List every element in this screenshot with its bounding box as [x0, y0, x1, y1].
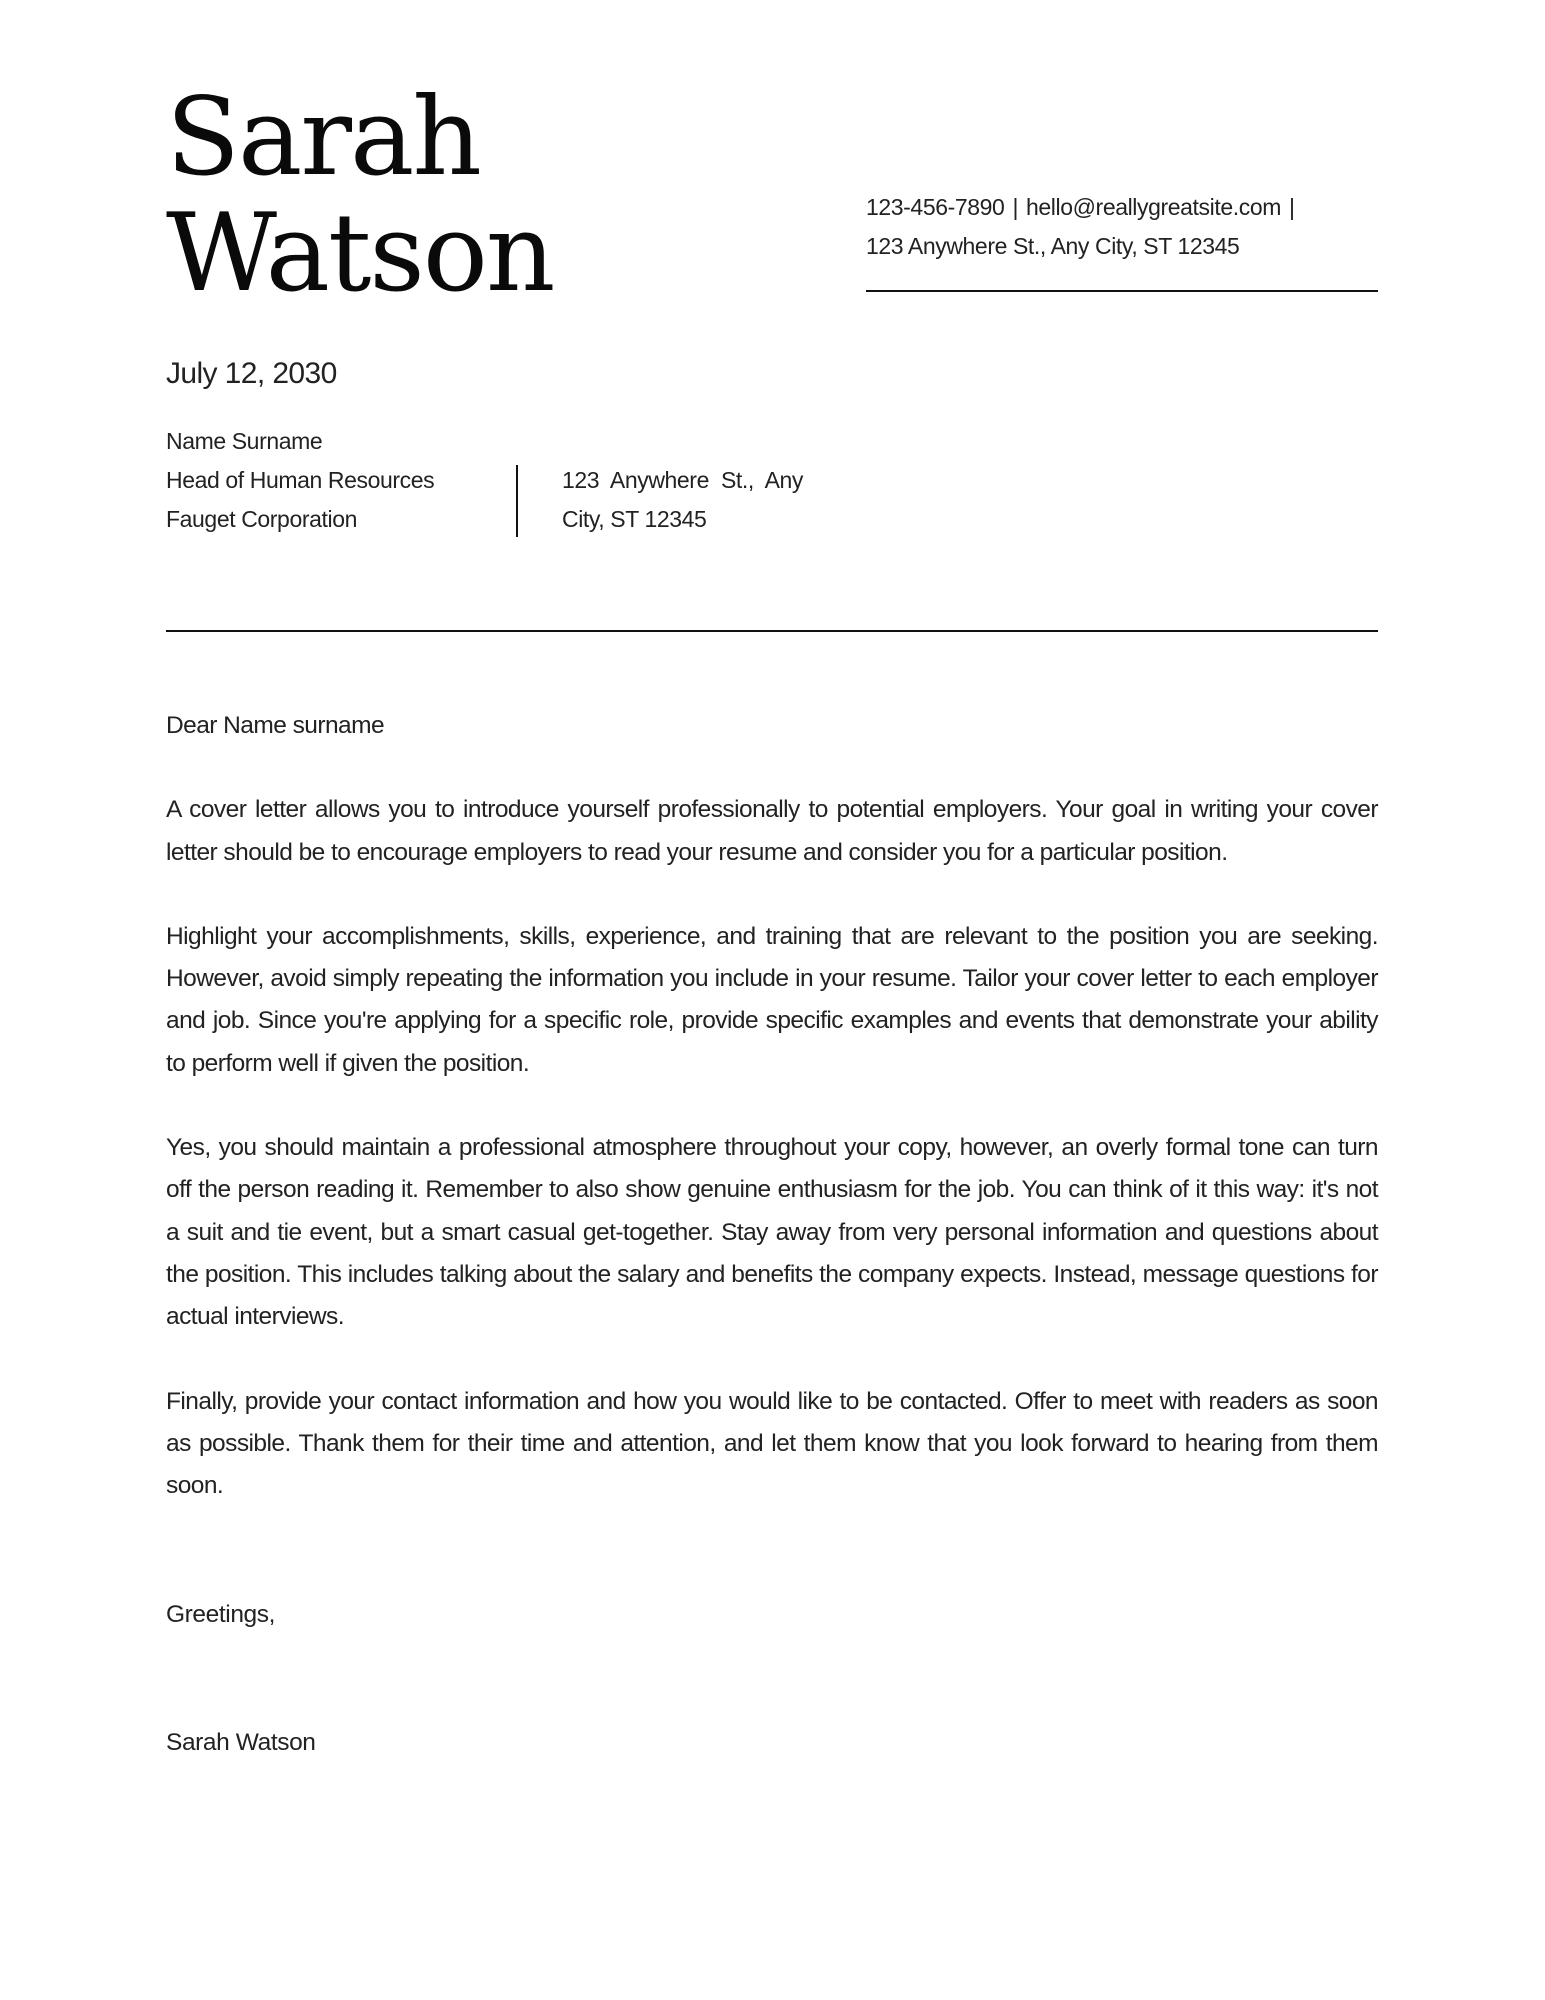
- section-divider: [166, 630, 1378, 632]
- phone: 123-456-7890: [866, 194, 1005, 220]
- recipient-name: Name Surname: [166, 428, 323, 454]
- contact-divider: [866, 290, 1378, 292]
- contact-info: [866, 188, 1303, 266]
- signature: Sarah Watson: [166, 1729, 316, 1756]
- name-heading: [166, 75, 554, 316]
- recipient-address-line1: 123 Anywhere St., Any: [562, 467, 803, 493]
- contact-line-1: [866, 188, 1303, 227]
- paragraph-4: Finally, provide your contact information and how you would like to be contacted. Offer to meet with readers as soon as possible. Thank them for their time and attention, and let them know that you look forward to hearing from them soon.: [166, 1387, 1378, 1500]
- letter-date: July 12, 2030: [166, 357, 337, 390]
- last-name: Watson: [166, 191, 554, 316]
- contact-separator-trailing: |: [1288, 194, 1295, 220]
- recipient-vertical-divider: [516, 465, 518, 537]
- first-name: Sarah: [166, 75, 480, 200]
- paragraph-1: A cover letter allows you to introduce yourself professionally to potential employers. Your goal in writing your cover letter should be to encourage employers to read your resume and consider you for a particular position.: [166, 796, 1378, 866]
- contact-separator: |: [1012, 194, 1019, 220]
- closing: Greetings,: [166, 1601, 276, 1628]
- recipient-title: Head of Human Resources: [166, 467, 435, 493]
- letter-body: [166, 705, 1378, 1549]
- email: hello@reallygreatsite.com: [1026, 194, 1281, 220]
- contact-address: 123 Anywhere St., Any City, ST 12345: [866, 233, 1240, 259]
- recipient-address-line2: City, ST 12345: [562, 506, 707, 532]
- recipient-block: [166, 422, 434, 539]
- recipient-address: [562, 461, 803, 539]
- recipient-company: Fauget Corporation: [166, 506, 357, 532]
- salutation: Dear Name surname: [166, 712, 385, 739]
- paragraph-2: Highlight your accomplishments, skills, experience, and training that are relevant to the position you are seeking. However, avoid simply repeating the information you include in your resume. Tailor your cover letter to each employer and job. Since you're applying for a specific role, provide specific examples and events that demonstrate your ability to perform well if given the position.: [166, 922, 1378, 1077]
- paragraph-3: Yes, you should maintain a professional atmosphere throughout your copy, however, an overly formal tone can turn off the person reading it. Remember to also show genuine enthusiasm for the job. You can think of it this way: it's not a suit and tie event, but a smart casual get-together. Stay away from very personal information and questions about the position. This includes talking about the salary and benefits the company expects. Instead, message questions for actual interviews.: [166, 1134, 1378, 1331]
